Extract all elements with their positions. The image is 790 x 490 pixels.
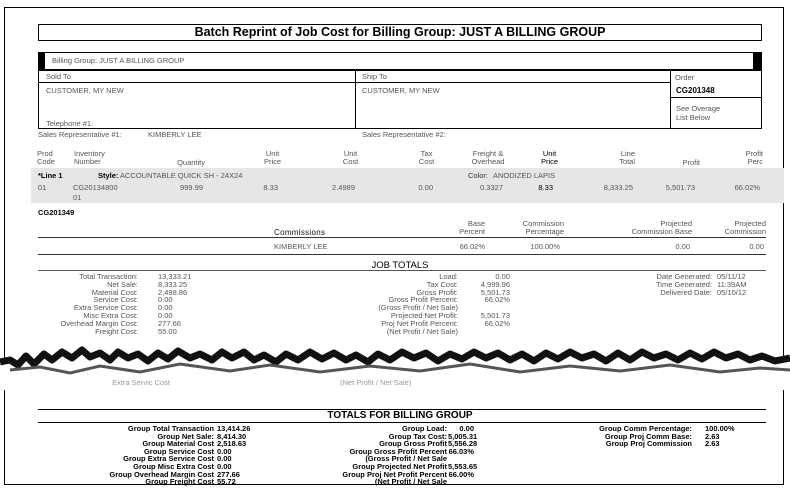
col-unit-cost [328,150,373,166]
col-prod-code-l1: Prod [37,149,53,158]
order-2-number: CG201349 [38,208,75,217]
col-freight-l1: Freight & [472,149,504,158]
group-total-label: Group Tax Cost: [388,431,447,441]
address-col-sep-2 [670,70,671,129]
col-profit: Profit [682,158,700,167]
order-note-1: See Overage [676,104,721,113]
job-total-label: Material Cost: [91,287,138,297]
sales-rep1-value: KIMBERLY LEE [148,130,202,139]
color-label: Color: [468,171,489,180]
job-total-label: Proj Net Profit Percent: [381,318,458,328]
ship-to-label: Ship To [362,72,387,81]
line-quantity: 999.99 [180,183,203,192]
col-tax-cost-l2: Cost [418,157,435,166]
order-label: Order [675,73,695,82]
group-totals-heading: TOTALS FOR BILLING GROUP [327,410,473,421]
line-inventory: CG20134800 [73,183,118,192]
address-divider [38,82,670,83]
col-unit-price-2-l2: Price [540,157,559,166]
job-total-value: 66.02% [484,318,510,328]
col-tax-cost-l1: Tax [420,149,433,158]
style-label: Style: [98,171,119,180]
order-note-2: List Below [676,113,711,122]
group-total-value: 66.03% [448,446,474,456]
sold-to-label: Sold To [46,72,71,81]
job-total-value: 66.02% [484,295,510,305]
group-total-label: Group Net Sale: [157,431,214,441]
job-total-value: 55.00 [158,326,177,336]
style-value: ACCOUNTABLE QUICK SH - 24X24 [120,171,243,180]
group-total-label: Group Proj Comm Base: [604,431,692,441]
group-total-label: (Gross Profit / Net Sale [365,454,447,464]
job-total-label: Time Generated: [656,279,712,289]
job-total-label: Overhead Margin Cost: [60,318,138,328]
job-total-label: Misc Extra Cost: [83,311,138,320]
col-freight [458,150,518,166]
address-col-sep-1 [355,70,356,129]
col-line-total [590,150,635,166]
group-total-label: Group Proj Commission [605,439,692,449]
sold-to-name: CUSTOMER, MY NEW [46,86,124,95]
group-total-label: (Net Profit / Net Sale [374,477,447,487]
group-total-label: Group Material Cost [142,439,214,449]
group-total-value: 13,414.26 [217,424,251,433]
job-total-label: Date Generated: [656,272,712,281]
job-total-value: 2,498.86 [158,287,188,297]
col-unit-price [250,150,295,166]
job-total-value: 4,999.96 [480,279,510,289]
group-total-label: Group Freight Cost [145,477,214,487]
line-total: 8,333.25 [603,183,633,192]
col-unit-cost-l2: Cost [342,157,359,166]
job-total-label: Gross Profit: [416,287,458,297]
job-total-label: (Net Profit / Net Sale) [386,326,458,336]
col-tax-cost [404,150,449,166]
job-total-label: Total Transaction: [79,272,138,281]
job-total-label: Delivered Date: [660,287,712,297]
group-total-label: Group Overhead Margin Cost [109,469,214,479]
address-block [38,70,762,129]
group-total-value: 2.63 [705,431,720,441]
job-total-label: (Gross Profit / Net Sale) [378,303,458,313]
col-unit-price-l2: Price [263,157,282,166]
group-total-value: 55.72 [217,477,236,487]
comm-col-proj-base-l2: Commission Base [631,227,692,236]
group-total-label: Group Comm Percentage: [599,424,692,433]
torn-fragment-left: Extra Servic Cost [112,378,170,387]
line-profit: 5,501.73 [665,183,695,192]
group-total-value: 0.00 [217,462,232,471]
group-total-label: Group Gross Profit [379,439,447,449]
order-divider [670,97,762,98]
job-total-value: 277.66 [158,318,181,328]
comm-col-proj-comm [700,220,766,236]
order-number: CG201348 [676,86,715,95]
group-total-label: Group Proj Net Profit Percent [342,469,447,479]
job-total-value: 13,333.21 [158,272,192,281]
job-total-value: 0.00 [495,272,510,281]
bar-right [753,52,762,70]
group-total-label: Group Service Cost [143,446,214,456]
torn-fragment-mid: (Net Profit / Net Sale) [340,378,412,387]
ship-to-name: CUSTOMER, MY NEW [362,86,440,95]
group-total-value: 277.66 [217,469,240,479]
job-total-label: Extra Service Cost: [73,303,138,313]
col-unit-cost-l1: Unit [343,149,358,158]
comm-col-pct-l2: Percentage [525,227,564,236]
col-freight-l2: Overhead [471,157,505,166]
commissions-heading: Commissions [274,228,326,237]
job-total-value: 0.00 [158,303,173,313]
comm-proj-comm: 0.00 [749,242,764,251]
group-total-value: 5,556.28 [448,439,478,449]
job-total-value: 05/10/12 [717,287,747,297]
line-unit-price-2: 8.33 [538,183,553,192]
job-total-label: Freight Cost: [95,326,138,336]
col-unit-price-2 [527,150,572,166]
group-total-value: 5,005.31 [448,431,478,441]
comm-col-proj-comm-l2: Commission [724,227,766,236]
group-total-label: Group Projected Net Profit [352,462,447,471]
line-unit-cost: 2.4989 [332,183,355,192]
line-profit-perc: 66.02% [734,183,760,192]
group-total-value: 100.00% [705,424,735,433]
job-total-label: Gross Profit Percent: [388,295,458,305]
line-unit-price: 8.33 [263,183,278,192]
col-quantity: Quantity [177,158,205,167]
comm-col-pct [500,220,564,236]
group-total-value: 0.00 [217,446,232,456]
job-total-value: 11:39AM [717,279,747,289]
comm-pct: 100.00% [530,242,560,251]
col-inventory [74,150,105,166]
job-total-label: Projected Net Profit: [390,311,458,320]
group-total-label: Group Gross Profit Percent [349,446,447,456]
job-total-value: 8,333.25 [158,279,188,289]
comm-name: KIMBERLY LEE [274,242,328,251]
col-profit-perc [725,150,763,166]
col-line-total-l2: Total [619,157,635,166]
line-freight: 0.3327 [480,183,503,192]
group-total-label: Group Misc Extra Cost [133,462,214,471]
comm-col-proj-base-l1: Projected [660,219,692,228]
group-total-value: 8,414.30 [217,431,247,441]
bar-left [38,52,45,70]
job-total-value: 5,501.73 [480,287,510,297]
comm-base: 66.02% [459,242,485,251]
group-total-value: 66.00% [448,469,474,479]
comm-proj-base: 0.00 [675,242,690,251]
job-total-label: Tax Cost: [426,279,458,289]
group-total-value: 2.63 [705,439,720,449]
group-total-value: 0.00 [459,424,474,433]
comm-col-proj-base [580,220,692,236]
sales-rep2-label: Sales Representative #2: [362,130,446,139]
billing-group-label: Billing Group: JUST A BILLING GROUP [52,56,185,65]
job-total-value: 0.00 [158,295,173,305]
line-label: *Line 1 [38,171,63,180]
col-inventory-l2: Number [74,157,101,166]
commissions-bottom-divider [38,254,766,255]
comm-col-pct-l1: Commission [522,219,564,228]
job-total-value: 0.00 [158,311,173,320]
group-total-value: 0.00 [217,454,232,464]
comm-col-base-l2: Percent [459,227,485,236]
commissions-divider [38,237,766,238]
group-total-value: 5,553.65 [448,462,478,471]
comm-col-proj-comm-l1: Projected [734,219,766,228]
job-total-value: 05/11/12 [717,272,746,281]
col-profit-perc-l2: Perc [747,157,763,166]
col-inventory-l1: Inventory [74,149,105,158]
job-totals-heading: JOB TOTALS [371,260,429,271]
job-total-label: Net Sale: [107,279,138,289]
group-totals-line [38,422,766,423]
color-value: ANODIZED LAPIS [493,171,556,180]
comm-col-base [430,220,485,236]
comm-col-base-l1: Base [467,219,485,228]
job-total-label: Load: [439,272,458,281]
job-total-value: 5,501.73 [480,311,510,320]
group-total-label: Group Total Transaction [127,424,214,433]
line-inventory-2: 01 [73,193,82,202]
report-title: Batch Reprint of Job Cost for Billing Group: JUST A BILLING GROUP [194,25,606,39]
col-unit-price-l1: Unit [265,149,280,158]
sales-rep1-label: Sales Representative #1: [38,130,122,139]
telephone-label: Telephone #1: [46,119,94,128]
group-total-label: Group Extra Service Cost [123,454,214,464]
job-total-label: Service Cost: [93,295,138,305]
group-total-value: 2,518.63 [217,439,247,449]
col-unit-price-2-l1: Unit [542,149,557,158]
col-line-total-l1: Line [620,149,635,158]
col-profit-perc-l1: Profit [745,149,763,158]
line-prod-code: 01 [38,183,47,192]
group-total-label: Group Load: [402,424,447,433]
col-prod-code [37,150,55,166]
col-prod-code-l2: Code [37,157,55,166]
line-tax-cost: 0.00 [418,183,433,192]
